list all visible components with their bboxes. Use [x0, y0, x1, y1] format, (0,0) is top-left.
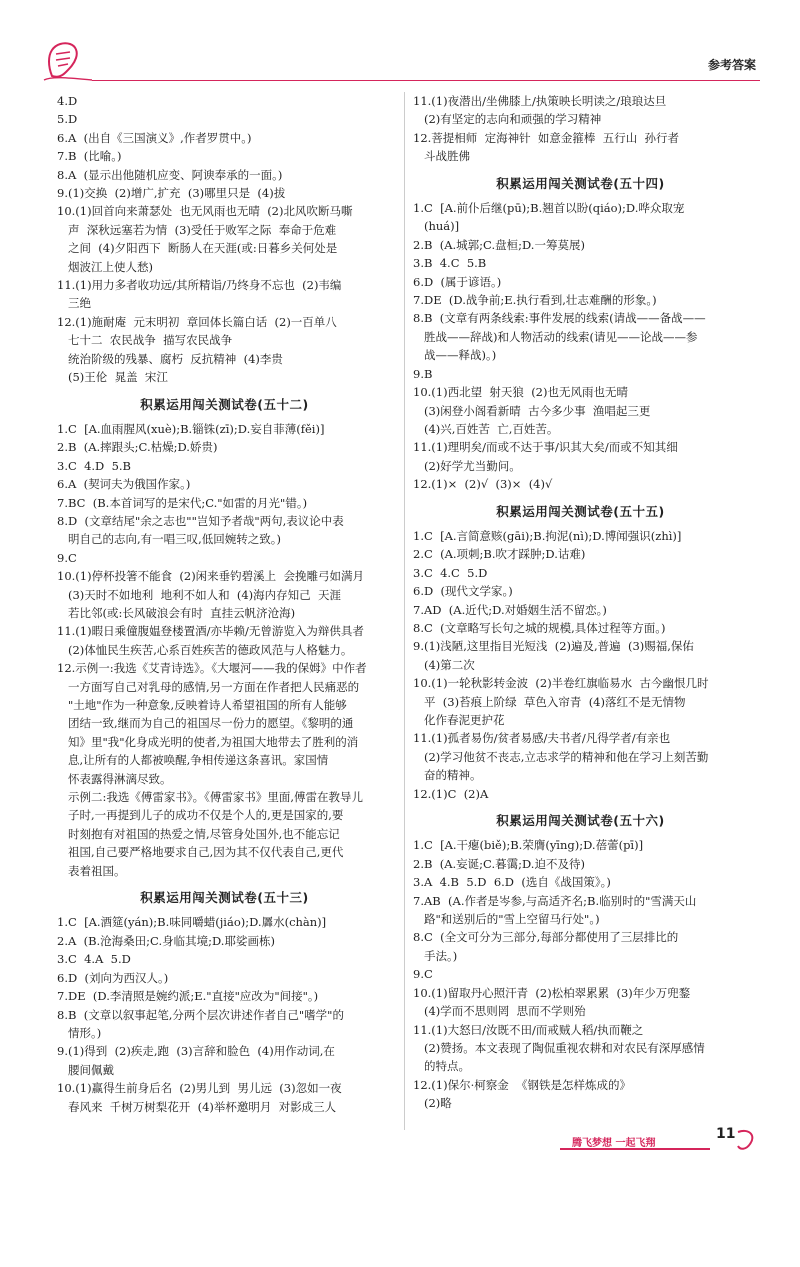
answer-line: 12.(1)C (2)A [413, 786, 489, 801]
section-heading: 积累运用闯关测试卷(五十二) [140, 396, 309, 412]
header-rule [92, 80, 760, 81]
answer-line: 12.示例一:我选《艾青诗选》。《大堰河——我的保姆》中作者 [57, 661, 367, 676]
answer-line: 烟波江上使人愁) [57, 259, 153, 274]
answer-line: (3)闲登小阁看新晴 古今多少事 渔唱起三更 [413, 403, 651, 418]
answer-line: 战——释战)。) [413, 348, 497, 363]
answer-line: 10.(1)停杯投箸不能食 (2)闲来垂钓碧溪上 会挽雕弓如满月 [57, 569, 364, 584]
answer-line: 若比邻(或:长风破浪会有时 直挂云帆济沧海) [57, 605, 296, 620]
answer-line: (2)有坚定的志向和顽强的学习精神 [413, 112, 602, 127]
answer-line: 7.DE (D.战争前;E.执行看到,壮志难酬的形象。) [413, 293, 657, 308]
answer-line: 路"和送别后的"雪上空留马行处"。) [413, 912, 600, 927]
answer-line: 示例二:我选《傅雷家书》。《傅雷家书》里面,傅雷在教导儿 [57, 790, 363, 805]
answer-line: 3.C 4.C 5.D [413, 565, 488, 580]
answer-line: 12.(1)× (2)√ (3)× (4)√ [413, 477, 553, 492]
answer-line: 声 深秋远塞若为情 (3)受任于败军之际 奉命于危难 [57, 222, 337, 237]
answer-line: 11.(1)理明矣/而或不达于事/识其大矣/而或不知其细 [413, 440, 678, 455]
answer-line: 9.(1)交换 (2)增广,扩充 (3)哪里只是 (4)拔 [57, 186, 286, 201]
answer-line: 8.C (全文可分为三部分,每部分都使用了三层排比的 [413, 930, 679, 945]
answer-line: 10.(1)赢得生前身后名 (2)男儿到 男儿远 (3)忽如一夜 [57, 1081, 342, 1096]
column-divider [404, 92, 405, 1130]
answer-line: 11.(1)孤者易伤/贫者易感/夫书者/凡得学者/有亲也 [413, 731, 671, 746]
answer-line: 9.B [413, 366, 433, 381]
answer-line: 10.(1)一轮秋影转金波 (2)半卷红旗临易水 古今幽恨几时 [413, 676, 709, 691]
answer-line: 之间 (4)夕阳西下 断肠人在天涯(或:日暮乡关何处是 [57, 241, 338, 256]
page-header [40, 36, 760, 86]
answer-line: 手法。) [413, 948, 458, 963]
answer-line: 1.C [A.血雨腥风(xuè);B.锱铢(zī);D.妄自菲薄(fěi)] [57, 421, 325, 436]
answer-line: 息,让所有的人都被唤醒,争相传递这条喜讯。家国情 [57, 753, 329, 768]
answer-line: 1.C [A.言简意赅(gāi);B.拘泥(nì);D.博闻强识(zhì)] [413, 528, 682, 543]
answer-line: 表着祖国。 [57, 863, 126, 878]
answer-line: 团结一致,继而为自己的祖国尽一份力的愿望。《黎明的通 [57, 716, 354, 731]
answer-line: (2)学习他贫不丧志,立志求学的精神和他在学习上刻苦勤 [413, 749, 709, 764]
answer-line: 平 (3)苔痕上阶绿 草色入帘青 (4)落红不是无情物 [413, 694, 686, 709]
answer-line: 1.C [A.干瘪(biě);B.荣膺(yīng);D.蓓蕾(pī)] [413, 838, 644, 853]
answer-line: 12.(1)保尔·柯察金 《钢铁是怎样炼成的》 [413, 1077, 632, 1092]
answer-line: 6.A (出自《三国演义》,作者罗贯中。) [57, 130, 252, 145]
left-column [57, 92, 392, 1116]
answer-line: 统治阶级的残暴、腐朽 反抗精神 (4)李贵 [57, 351, 283, 366]
answer-line: (5)王伦 晁盖 宋江 [57, 370, 168, 385]
answer-line: 腰间佩戴 [57, 1062, 114, 1077]
answer-line: 3.B 4.C 5.B [413, 256, 487, 271]
section-heading: 积累运用闯关测试卷(五十六) [496, 813, 665, 829]
answer-line: 化作春泥更护花 [413, 713, 505, 727]
answer-line: 2.A (B.沧海桑田;C.身临其境;D.耶娑画栋) [57, 933, 275, 948]
answer-line: 9.C [57, 550, 77, 565]
answer-line: (4)学而不思则罔 思而不学则殆 [413, 1004, 586, 1019]
answer-line: 2.B (A.妄诞;C.暮霭;D.迫不及待) [413, 856, 585, 871]
answer-line: 11.(1)暇日乘僮腹媪登楼置酒/亦毕赖/无曾游览入为辩供具者 [57, 624, 364, 639]
section-heading: 积累运用闯关测试卷(五十四) [496, 175, 665, 191]
answer-line: 7.AB (A.作者是岑参,与高适齐名;B.临别时的"雪满天山 [413, 893, 697, 908]
page-number: 11 [716, 1126, 736, 1142]
answer-line: (2)好学尤当勤问。 [413, 458, 521, 473]
answer-line: 7.BC (B.本首词写的是宋代;C."如雷的月光"错。) [57, 495, 308, 510]
answer-line: 2.C (A.项刺;B.吹才踩肿;D.诂难) [413, 547, 586, 562]
answer-line: 7.DE (D.李清照是婉约派;E."直接"应改为"间接"。) [57, 989, 319, 1004]
answer-line: (2)体恤民生疾苦,心系百姓疾苦的德政风范与人格魅力。 [57, 642, 353, 657]
answer-line: 一方面写自己对乳母的感情,另一方面在作者把人民痛恶的 [57, 679, 360, 694]
page-footer [560, 1126, 760, 1154]
answer-line: 11.(1)大怒曰/汝既不田/而戒贼人稻/执而鞭之 [413, 1022, 644, 1037]
answer-line: 11.(1)用力多者收功远/其所精诣/乃终身不忘也 (2)韦编 [57, 278, 342, 293]
answer-line: 2.B (A.摔跟头;C.枯燥;D.娇贵) [57, 440, 218, 455]
right-column [413, 92, 748, 1113]
answer-line: 春风来 千树万树梨花开 (4)举杯邀明月 对影成三人 [57, 1099, 337, 1114]
answer-line: 7.AD (A.近代;D.对婚姻生活不留恋。) [413, 602, 607, 617]
answer-line: 怀表露得淋漓尽致。 [57, 771, 172, 786]
answer-line: (3)天时不如地利 地利不如人和 (4)海内存知己 天涯 [57, 587, 341, 602]
answer-line: 8.D (文章结尾"余之志也""岂知予者哉"两句,表议论中表 [57, 513, 344, 528]
answer-line: 10.(1)回首向来萧瑟处 也无风雨也无晴 (2)北风吹断马嘶 [57, 204, 353, 219]
answer-line: 9.(1)浅陋,这里指目光短浅 (2)遍及,普遍 (3)赐福,保佑 [413, 639, 694, 654]
answer-line: "土地"作为一种意象,反映着诗人希望祖国的所有人能够 [57, 698, 347, 712]
answer-line: 9.(1)得到 (2)疾走,跑 (3)言辞和脸色 (4)用作动词,在 [57, 1044, 335, 1059]
answer-line: 7.B (比喻。) [57, 149, 122, 164]
section-heading: 积累运用闯关测试卷(五十三) [140, 890, 309, 906]
footer-slogan: 腾飞梦想 一起飞翔 [572, 1138, 656, 1149]
answer-line: 3.A 4.B 5.D 6.D (选自《战国策》。) [413, 875, 611, 890]
answer-line: 3.C 4.A 5.D [57, 952, 131, 967]
answer-line: 奋的精神。 [413, 768, 482, 783]
answer-line: 1.C [A.酒筵(yán);B.味同嚼蜡(jiáo);D.羼水(chàn)] [57, 915, 327, 930]
answer-line: 情形。) [57, 1025, 102, 1040]
answer-line: 8.B (文章以叙事起笔,分两个层次讲述作者自己"嗜学"的 [57, 1007, 344, 1022]
answer-line: (huá)] [413, 219, 460, 234]
section-heading: 积累运用闯关测试卷(五十五) [496, 503, 665, 519]
answer-line: 6.D (现代文学家。) [413, 584, 513, 599]
answer-line: 6.D (刘向为西汉人。) [57, 970, 169, 985]
answer-line: (2)略 [413, 1096, 452, 1111]
answer-line: 斗战胜佛 [413, 149, 470, 164]
answer-line: 胜战——辞战)和人物活动的线索(请见——论战——参 [413, 329, 698, 344]
answer-line: 5.D [57, 112, 78, 127]
answer-line: (2)赞扬。本文表现了陶侃重视农耕和对农民有深厚感情 [413, 1040, 705, 1055]
answer-line: (4)第二次 [413, 657, 475, 672]
answer-line: 6.D (属于谚语。) [413, 274, 502, 289]
answer-line: 8.C (文章略写长句之城的规模,具体过程等方面。) [413, 620, 666, 635]
answer-line: 3.C 4.D 5.B [57, 458, 132, 473]
swoosh-icon [736, 1126, 758, 1154]
answer-line: 9.C [413, 967, 433, 982]
header-title: 参考答案 [707, 58, 756, 72]
answer-line: (4)兴,百姓苦 亡,百姓苦。 [413, 421, 559, 436]
answer-line: 11.(1)夜潜出/坐佛膝上/执策映长明读之/琅琅达旦 [413, 94, 667, 108]
answer-line: 12.(1)施耐庵 元末明初 章回体长篇白话 (2)一百单八 [57, 314, 337, 329]
answer-line: 七十二 农民战争 描写农民战争 [57, 333, 233, 348]
answer-line: 知》里"我"化身成光明的使者,为祖国大地带去了胜利的消 [57, 734, 359, 749]
answer-line: 8.B (文章有两条线索:事件发展的线索(请战——备战—— [413, 311, 706, 326]
answer-line: 时刻抱有对祖国的热爱之情,尽管身处国外,也不能忘记 [57, 826, 340, 841]
answer-line: 10.(1)西北望 射天狼 (2)也无风雨也无晴 [413, 385, 628, 400]
answer-line: 1.C [A.前仆后继(pū);B.翘首以盼(qiáo);D.哗众取宠 [413, 201, 685, 216]
answer-line: 10.(1)留取丹心照汗青 (2)松柏翠累累 (3)年少万兜鍪 [413, 985, 691, 1000]
answer-line: 子时,一再提到儿子的成功不仅是个人的,更是国家的,要 [57, 808, 344, 823]
answer-line: 三绝 [57, 296, 91, 311]
fist-logo-icon [40, 36, 92, 82]
answer-line: 8.A (显示出他随机应变、阿谀奉承的一面。) [57, 167, 283, 182]
answer-line: 4.D [57, 94, 78, 108]
answer-line: 6.A (契诃夫为俄国作家。) [57, 477, 191, 492]
answer-line: 12.菩提相师 定海神针 如意金箍棒 五行山 孙行者 [413, 130, 680, 145]
answer-line: 祖国,自己要严格地要求自己,因为其不仅代表自己,更代 [57, 845, 344, 860]
answer-line: 的特点。 [413, 1059, 470, 1074]
footer-rule [560, 1148, 710, 1150]
answer-line: 2.B (A.城郭;C.盘桓;D.一筹莫展) [413, 237, 585, 252]
answer-line: 明自己的志向,有一唱三叹,低回婉转之致。) [57, 532, 282, 547]
